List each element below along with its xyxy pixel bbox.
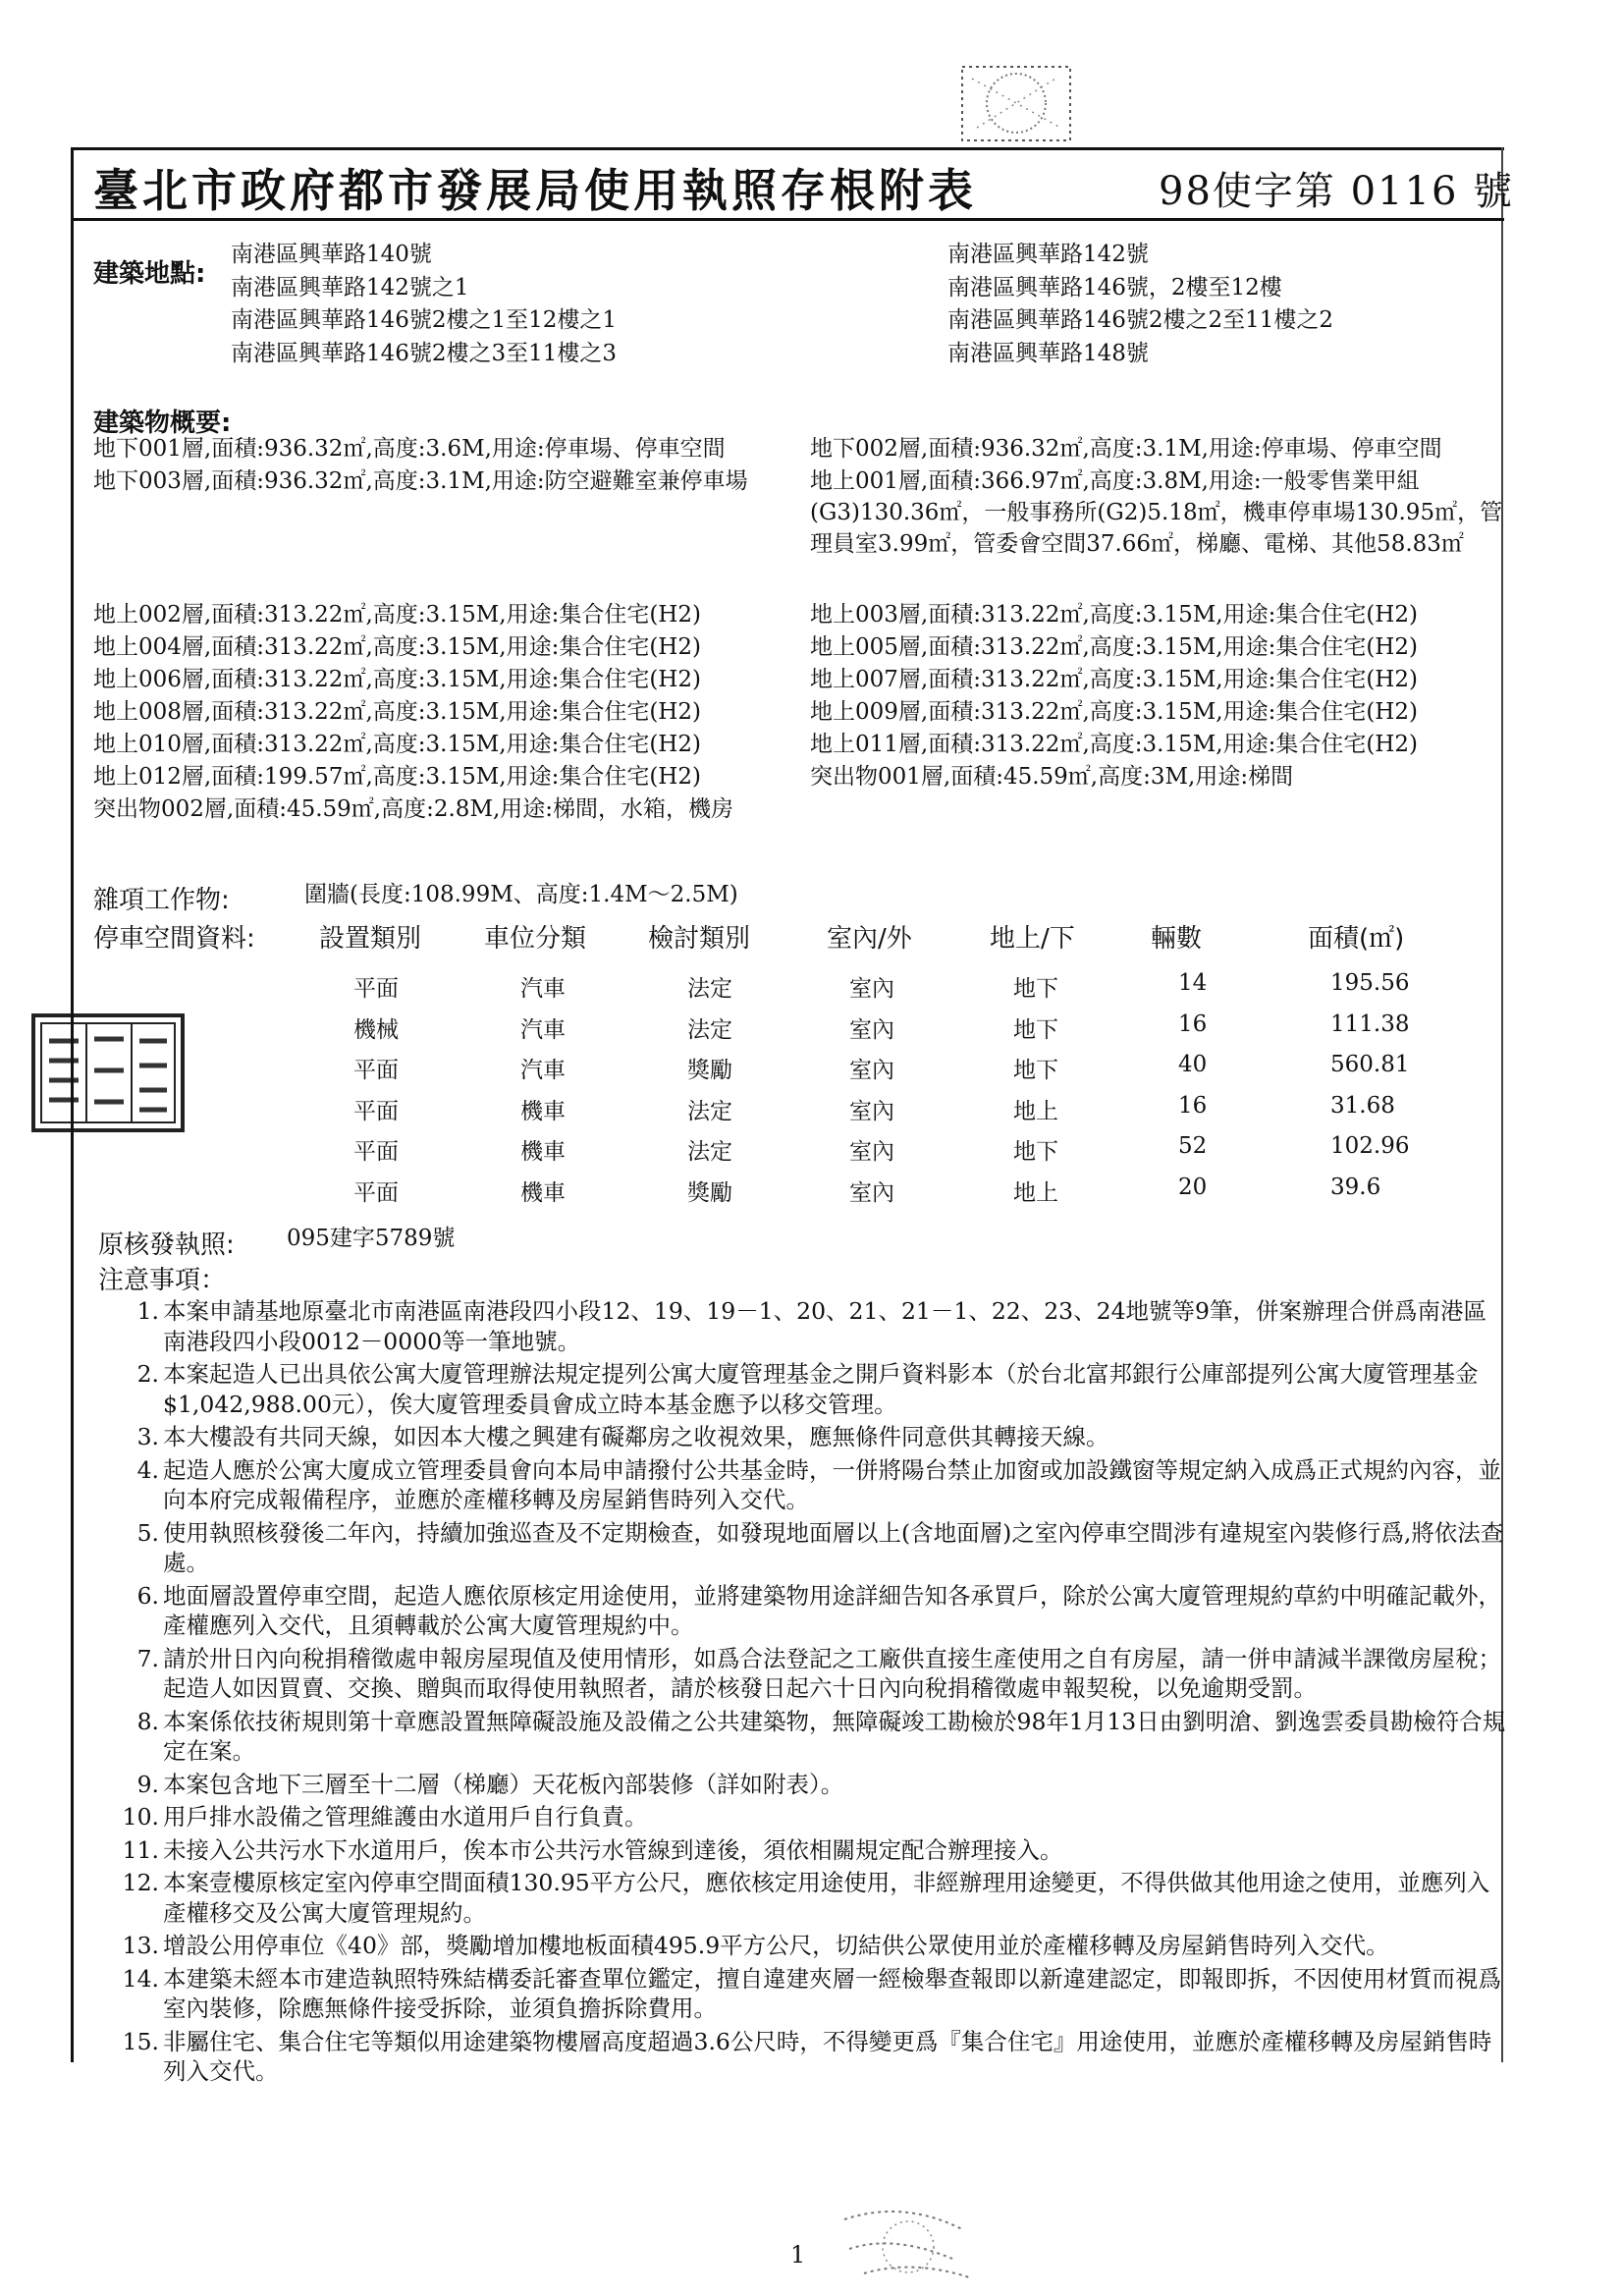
address-right-column — [947, 239, 1333, 370]
parking-label: 停車空間資料: — [93, 924, 255, 954]
parking-cell-type: 機械 — [353, 1016, 399, 1043]
note-item — [88, 1802, 1522, 1832]
address-line: 南港區興華路146號2樓之3至11樓之3 — [231, 340, 618, 366]
floor-1f: 地上001層,面積:366.97㎡,高度:3.8M,用途:一般零售業甲組(G3)130.36㎡，一般事務所(G2)5.18㎡，機車停車場130.95㎡，管理員室3.99㎡，管委會空間37.66㎡，梯廳、電梯、其他58.83㎡ — [810, 468, 1503, 557]
address-line: 南港區興華路146號2樓之1至12樓之1 — [231, 307, 618, 333]
parking-cell-indoor: 室內 — [849, 1098, 894, 1124]
note-item — [88, 1964, 1522, 2024]
parking-cell-type: 平面 — [353, 1098, 399, 1124]
address-line: 南港區興華路148號 — [947, 340, 1149, 366]
parking-header-vehicle: 車位分類 — [484, 924, 587, 954]
parking-cell-vehicle: 汽車 — [520, 1016, 566, 1043]
note-text: 本案壹樓原核定室內停車空間面積130.95平方公尺，應依核定用途使用，非經辦理用途變更，不得供做其他用途之使用，並應列入產權移交及公寓大廈管理規約。 — [163, 1869, 1490, 1927]
floors-right-column — [810, 599, 1418, 793]
address-line: 南港區興華路140號 — [231, 242, 432, 267]
floor-row: 地上003層,面積:313.22㎡,高度:3.15M,用途:集合住宅(H2) — [810, 602, 1418, 628]
note-item — [88, 1770, 1522, 1800]
parking-cell-level: 地上 — [1013, 1179, 1058, 1206]
note-number: 9. — [136, 1770, 159, 1798]
original-license-value: 095建字5789號 — [287, 1226, 456, 1251]
note-item — [88, 1835, 1522, 1866]
parking-cell-area: 102.96 — [1330, 1133, 1410, 1159]
parking-cell-count: 16 — [1178, 1092, 1208, 1119]
parking-cell-level: 地下 — [1013, 976, 1058, 1002]
floor-row: 地上009層,面積:313.22㎡,高度:3.15M,用途:集合住宅(H2) — [810, 699, 1418, 725]
floor-row: 地上011層,面積:313.22㎡,高度:3.15M,用途:集合住宅(H2) — [810, 732, 1418, 757]
parking-cell-review: 法定 — [687, 1139, 732, 1165]
parking-header-count: 輛數 — [1151, 924, 1203, 954]
note-item — [88, 1296, 1522, 1356]
parking-cell-type: 平面 — [353, 1058, 399, 1083]
parking-cell-area: 39.6 — [1330, 1174, 1381, 1200]
note-item — [88, 1422, 1522, 1452]
parking-cell-indoor: 室內 — [849, 1016, 894, 1043]
parking-cell-area: 111.38 — [1330, 1011, 1410, 1037]
floor-row: 突出物001層,面積:45.59㎡,高度:3M,用途:梯間 — [810, 764, 1294, 790]
note-number: 10. — [122, 1803, 159, 1831]
note-text: 請於卅日內向稅捐稽徵處申報房屋現值及使用情形，如爲合法登記之工廠供直接生產使用之自有房屋，請一併申請減半課徵房屋稅；起造人如因買賣、交換、贈與而取得使用執照者，請於核發日起六十日內向稅捐稽徵處申報契稅，以免逾期受罰。 — [163, 1644, 1501, 1702]
parking-cell-vehicle: 汽車 — [520, 976, 566, 1002]
note-item — [88, 1868, 1522, 1928]
floor-row: 地上002層,面積:313.22㎡,高度:3.15M,用途:集合住宅(H2) — [93, 602, 701, 628]
parking-header-type: 設置類別 — [319, 924, 422, 954]
floor-b1: 地下001層,面積:936.32㎡,高度:3.6M,用途:停車場、停車空間 — [93, 436, 726, 462]
note-number: 5. — [136, 1518, 159, 1547]
official-seal — [29, 1011, 187, 1134]
note-text: 本案申請基地原臺北市南港區南港段四小段12、19、19－1、20、21、21－1、22、23、24地號等9筆，併案辦理合併爲南港區南港段四小段0012－0000等一筆地號。 — [163, 1297, 1486, 1355]
note-text: 使用執照核發後二年內，持續加強巡查及不定期檢查，如發現地面層以上(含地面層)之室內停車空間涉有違規室內裝修行爲,將依法查處。 — [163, 1518, 1504, 1576]
note-text: 用戶排水設備之管理維護由水道用戶自行負責。 — [163, 1803, 648, 1831]
note-text: 起造人應於公寓大廈成立管理委員會向本局申請撥付公共基金時，一併將陽台禁止加窗或加設鐵窗等規定納入成爲正式規約內容，並向本府完成報備程序，並應於產權移轉及房屋銷售時列入交代。 — [163, 1455, 1501, 1513]
parking-cell-review: 獎勵 — [687, 1179, 732, 1206]
floor-row: 地上006層,面積:313.22㎡,高度:3.15M,用途:集合住宅(H2) — [93, 667, 701, 692]
note-number: 2. — [136, 1360, 159, 1388]
parking-header-area: 面積(㎡) — [1308, 924, 1405, 954]
parking-cell-count: 14 — [1178, 970, 1208, 996]
note-text: 增設公用停車位《40》部，獎勵增加樓地板面積495.9平方公尺，切結供公眾使用並於產權移轉及房屋銷售時列入交代。 — [163, 1932, 1389, 1959]
notes-list — [88, 1296, 1522, 2090]
address-line: 南港區興華路146號，2樓至12樓 — [947, 274, 1282, 301]
note-text: 本大樓設有共同天線，如因本大樓之興建有礙鄰房之收視效果，應無條件同意供其轉接天線。 — [163, 1423, 1109, 1450]
floor-row: 地上005層,面積:313.22㎡,高度:3.15M,用途:集合住宅(H2) — [810, 634, 1418, 660]
parking-cell-indoor: 室內 — [849, 1179, 894, 1206]
floors-left-column — [93, 599, 701, 793]
address-line: 南港區興華路142號之1 — [231, 274, 469, 301]
floor-p2: 突出物002層,面積:45.59㎡,高度:2.8M,用途:梯間，水箱，機房 — [93, 796, 734, 822]
parking-cell-area: 560.81 — [1330, 1052, 1410, 1077]
note-number: 11. — [122, 1835, 159, 1864]
parking-cell-type: 平面 — [353, 1179, 399, 1206]
misc-works-value: 圍牆(長度:108.99M、高度:1.4M～2.5M) — [304, 882, 738, 907]
parking-cell-review: 法定 — [687, 976, 732, 1002]
note-number: 6. — [136, 1581, 159, 1610]
note-number: 15. — [122, 2027, 159, 2055]
page-number: 1 — [790, 2241, 806, 2269]
misc-works-label: 雜項工作物: — [93, 886, 230, 915]
address-line: 南港區興華路142號 — [947, 242, 1149, 267]
document-number: 98使字第 0116 號 — [1159, 169, 1515, 214]
note-item — [88, 1644, 1522, 1704]
parking-cell-review: 法定 — [687, 1098, 732, 1124]
note-item — [88, 1518, 1522, 1578]
parking-cell-vehicle: 機車 — [520, 1098, 566, 1124]
note-text: 本建築未經本市建造執照特殊結構委託審查單位鑑定，擅自違建夾層一經檢舉查報即以新違建認定，即報即拆，不因使用材質而視爲室內裝修，除應無條件接受拆除，並須負擔拆除費用。 — [163, 1964, 1501, 2022]
parking-cell-level: 地下 — [1013, 1058, 1058, 1083]
parking-cell-area: 195.56 — [1330, 970, 1410, 996]
note-item — [88, 2027, 1522, 2087]
note-number: 13. — [122, 1932, 159, 1959]
parking-cell-indoor: 室內 — [849, 1058, 894, 1083]
building-summary-label: 建築物概要: — [93, 409, 232, 438]
parking-cell-indoor: 室內 — [849, 1139, 894, 1165]
floor-row: 地上012層,面積:199.57㎡,高度:3.15M,用途:集合住宅(H2) — [93, 764, 701, 790]
note-number: 4. — [136, 1455, 159, 1484]
note-number: 8. — [136, 1707, 159, 1735]
floor-row: 地上007層,面積:313.22㎡,高度:3.15M,用途:集合住宅(H2) — [810, 667, 1418, 692]
title-rule-bottom — [71, 218, 1504, 221]
parking-cell-count: 52 — [1178, 1133, 1208, 1159]
note-text: 非屬住宅、集合住宅等類似用途建築物樓層高度超過3.6公尺時，不得變更爲『集合住宅』用途使用，並應於產權移轉及房屋銷售時列入交代。 — [163, 2027, 1492, 2085]
note-text: 地面層設置停車空間，起造人應依原核定用途使用，並將建築物用途詳細告知各承買戶，除於公寓大廈管理規約草約中明確記載外，產權應列入交代，且須轉載於公寓大廈管理規約中。 — [163, 1581, 1501, 1639]
floor-b2: 地下002層,面積:936.32㎡,高度:3.1M,用途:停車場、停車空間 — [810, 436, 1442, 462]
floor-row: 地上010層,面積:313.22㎡,高度:3.15M,用途:集合住宅(H2) — [93, 732, 701, 757]
parking-cell-count: 20 — [1178, 1174, 1208, 1200]
parking-cell-level: 地上 — [1013, 1098, 1058, 1124]
parking-cell-count: 16 — [1178, 1011, 1208, 1037]
parking-cell-vehicle: 機車 — [520, 1139, 566, 1165]
parking-cell-vehicle: 汽車 — [520, 1058, 566, 1083]
note-text: 本案包含地下三層至十二層（梯廳）天花板內部裝修（詳如附表）。 — [163, 1770, 844, 1798]
parking-cell-level: 地下 — [1013, 1139, 1058, 1165]
parking-header-level: 地上/下 — [990, 924, 1075, 954]
floor-row: 地上008層,面積:313.22㎡,高度:3.15M,用途:集合住宅(H2) — [93, 699, 701, 725]
parking-cell-area: 31.68 — [1330, 1092, 1395, 1119]
note-number: 3. — [136, 1423, 159, 1450]
note-text: 未接入公共污水下水道用戶，俟本市公共污水管線到達後，須依相關規定配合辦理接入。 — [163, 1835, 1063, 1864]
parking-cell-type: 平面 — [353, 1139, 399, 1165]
parking-cell-vehicle: 機車 — [520, 1179, 566, 1206]
parking-header-review: 檢討類別 — [648, 924, 751, 954]
title-rule-top — [71, 147, 1504, 150]
parking-cell-count: 40 — [1178, 1052, 1208, 1077]
note-number: 7. — [136, 1644, 159, 1672]
address-left-column — [231, 239, 617, 370]
note-number: 1. — [136, 1297, 159, 1325]
parking-cell-type: 平面 — [353, 976, 399, 1002]
notes-label: 注意事項： — [98, 1266, 227, 1295]
note-item — [88, 1931, 1522, 1961]
note-item — [88, 1707, 1522, 1767]
note-number: 12. — [122, 1869, 159, 1896]
document-title: 臺北市政府都市發展局使用執照存根附表 — [93, 164, 977, 217]
stamp-mark-bottom — [825, 2200, 982, 2288]
note-item — [88, 1455, 1522, 1515]
parking-header-indoor: 室內/外 — [827, 924, 912, 954]
note-item — [88, 1359, 1522, 1419]
note-number: 14. — [122, 1964, 159, 1993]
original-license-label: 原核發執照: — [98, 1230, 235, 1260]
parking-cell-level: 地下 — [1013, 1016, 1058, 1043]
parking-cell-indoor: 室內 — [849, 976, 894, 1002]
floor-row: 地上004層,面積:313.22㎡,高度:3.15M,用途:集合住宅(H2) — [93, 634, 701, 660]
note-text: 本案起造人已出具依公寓大廈管理辦法規定提列公寓大廈管理基金之開戶資料影本（於台北富邦銀行公庫部提列公寓大廈管理基金$1,042,988.00元），俟大廈管理委員會成立時本基金應予以移交管理。 — [163, 1360, 1479, 1418]
parking-cell-review: 獎勵 — [687, 1058, 732, 1083]
address-line: 南港區興華路146號2樓之2至11樓之2 — [947, 307, 1334, 333]
address-label: 建築地點: — [93, 259, 206, 289]
left-border — [71, 147, 74, 2062]
parking-cell-review: 法定 — [687, 1016, 732, 1043]
floor-b3: 地下003層,面積:936.32㎡,高度:3.1M,用途:防空避難室兼停車場 — [93, 468, 748, 494]
note-text: 本案係依技術規則第十章應設置無障礙設施及設備之公共建築物，無障礙竣工勘檢於98年1月13日由劉明滄、劉逸雲委員勘檢符合規定在案。 — [163, 1707, 1506, 1765]
note-item — [88, 1581, 1522, 1641]
stamp-mark-top — [933, 59, 1119, 152]
